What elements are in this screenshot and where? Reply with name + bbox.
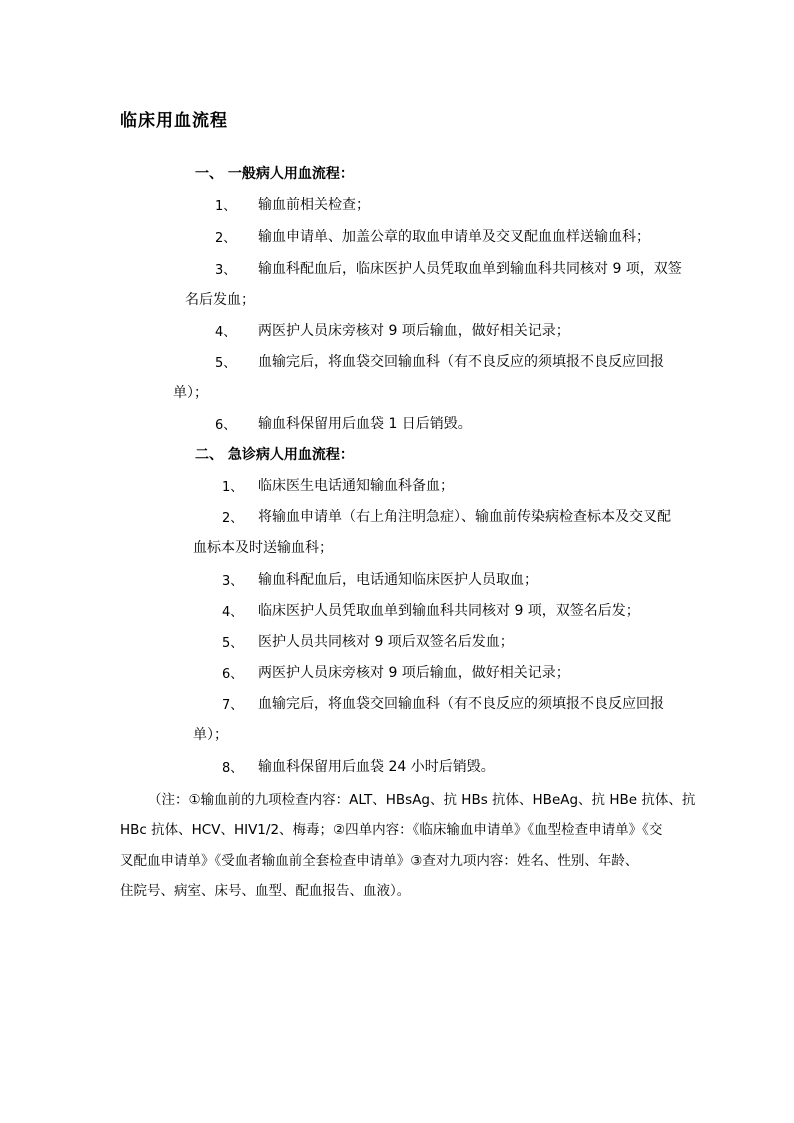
- item-text: 临床医护人员凭取血单到输血科共同核对 9 项，双签名后发；: [258, 603, 640, 619]
- item-number: 6、: [215, 418, 237, 433]
- item-number: 6、: [222, 667, 244, 682]
- item-text: 医护人员共同核对 9 项后双签名后发血；: [258, 634, 514, 650]
- section-2-heading: 二、 急诊病人用血流程：: [195, 447, 354, 463]
- item-text-continued: 单）；: [173, 385, 208, 401]
- item-text: 将输血申请单（右上角注明急症）、输血前传染病检查标本及交叉配: [258, 509, 671, 525]
- item-number: 3、: [215, 263, 237, 278]
- item-number: 4、: [215, 325, 237, 340]
- item-number: 1、: [215, 199, 237, 214]
- item-number: 3、: [222, 574, 244, 589]
- item-number: 4、: [222, 605, 244, 620]
- item-text: 血输完后，将血袋交回输血科（有不良反应的须填报不良反应回报: [258, 354, 664, 370]
- item-number: 2、: [222, 511, 244, 526]
- note-line: 住院号、病室、床号、血型、配血报告、血液）。: [120, 883, 411, 899]
- item-text: 输血申请单、加盖公章的取血申请单及交叉配血血样送输血科；: [258, 229, 650, 245]
- item-text: 输血科配血后，电话通知临床医护人员取血；: [258, 572, 538, 588]
- note-line: （注：①输血前的九项检查内容：ALT、HBsAg、抗 HBs 抗体、HBeAg、抗 HBe 抗体、抗: [148, 792, 696, 808]
- item-number: 5、: [222, 636, 244, 651]
- item-text: 两医护人员床旁核对 9 项后输血，做好相关记录；: [258, 665, 570, 681]
- item-text: 血输完后，将血袋交回输血科（有不良反应的须填报不良反应回报: [258, 696, 664, 712]
- page-title: 临床用血流程: [120, 111, 228, 131]
- item-number: 7、: [222, 698, 244, 713]
- item-number: 2、: [215, 231, 237, 246]
- item-text: 临床医生电话通知输血科备血；: [258, 478, 454, 494]
- item-text-continued: 名后发血；: [185, 292, 255, 308]
- section-1-heading: 一、 一般病人用血流程：: [195, 166, 354, 182]
- item-text-continued: 单）；: [193, 727, 228, 743]
- item-text: 输血科保留用后血袋 24 小时后销毁。: [258, 759, 495, 775]
- item-text: 输血前相关检查；: [258, 197, 370, 213]
- item-number: 5、: [215, 356, 237, 371]
- item-number: 8、: [222, 761, 244, 776]
- item-number: 1、: [222, 480, 244, 495]
- item-text: 输血科保留用后血袋 1 日后销毁。: [258, 416, 472, 432]
- item-text: 两医护人员床旁核对 9 项后输血，做好相关记录；: [258, 323, 570, 339]
- item-text: 输血科配血后，临床医护人员凭取血单到输血科共同核对 9 项，双签: [258, 261, 682, 277]
- note-line: 叉配血申请单》《受血者输血前全套检查申请单》③查对九项内容：姓名、性别、年龄、: [120, 853, 639, 869]
- item-text-continued: 血标本及时送输血科；: [193, 540, 333, 556]
- note-line: HBc 抗体、HCV、HIV1/2、梅毒；②四单内容：《临床输血申请单》《血型检查申请单》《交: [120, 822, 663, 838]
